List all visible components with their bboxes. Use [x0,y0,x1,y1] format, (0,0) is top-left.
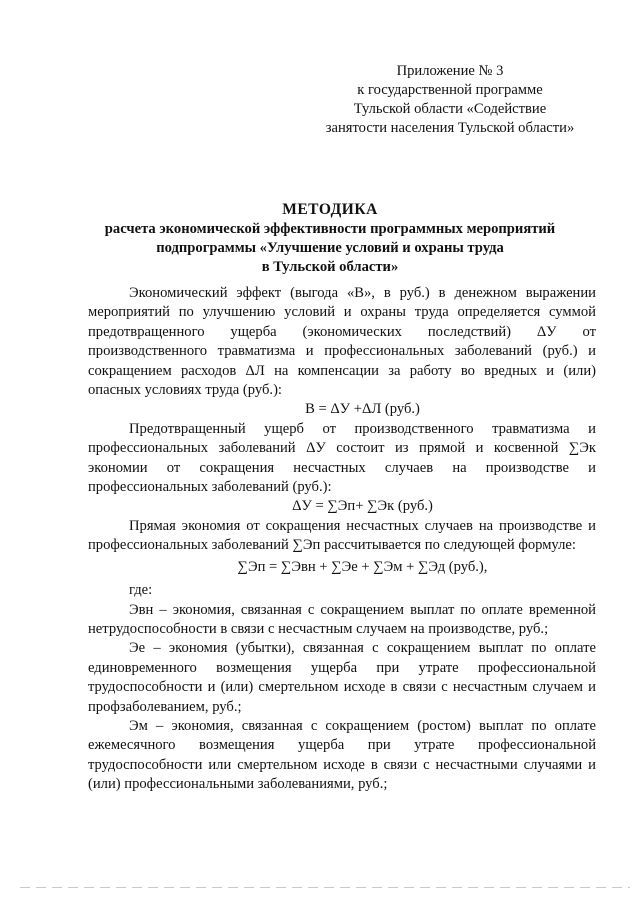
document-body [88,284,596,795]
appendix-line: к государственной программе [357,82,543,98]
title-line: расчета экономической эффективности программных мероприятий [104,221,556,237]
paragraph-direct-savings: Прямая экономия от сокращения несчастных случаев на производстве и профессиональных заболеваний ∑Эп рассчитывается по следующей формуле: [88,517,596,554]
paragraph-prevented-damage: Предотвращенный ущерб от производственного травматизма и профессиональных заболеваний ΔУ состоит из прямой и косвенной ∑Эк экономии от сокращения несчастных случаев на производстве и профессиональных заболеваний (руб.): [88,420,596,496]
definition-item: Эвн – экономия, связанная с сокращением выплат по оплате временной нетрудоспособности в связи с несчастным случаем на производстве, руб.; [88,601,596,637]
title-line: подпрограммы «Улучшение условий и охраны труда [156,240,504,256]
document-title [60,200,600,277]
formula-prevented-damage: ΔУ = ∑Эп+ ∑Эк (руб.) [292,498,433,515]
formula-benefit: В = ΔУ +ΔЛ (руб.) [305,401,420,418]
appendix-header [300,62,600,138]
scan-artifact-line [20,887,630,888]
title-main: МЕТОДИКА [282,201,378,218]
where-label: где: [129,582,153,599]
title-line: в Тульской области» [261,259,399,275]
definition-item: Эм – экономия, связанная с сокращением (ростом) выплат по оплате ежемесячного возмещения ущерба при утрате профессиональной трудоспособности или смертельном исходе в связи с несчастными случаями и (или) профессиональными заболеваниями, руб.; [88,717,596,793]
formula-direct-savings: ∑Эп = ∑Эвн + ∑Эе + ∑Эм + ∑Эд (руб.), [237,558,488,575]
paragraph-economic-effect: Экономический эффект (выгода «В», в руб.) в денежном выражении мероприятий по улучшению условий и охраны труда определяется суммой предотвращенного ущерба (экономических последствий) ΔУ от производственного травматизма и профессиональных заболеваний (руб.) и сокращением расходов ΔЛ на компенсации за работу во вредных и (или) опасных условиях труда (руб.): [88,285,596,399]
appendix-line: Тульской области «Содействие [353,101,547,117]
appendix-number: Приложение № 3 [396,63,504,79]
definition-item: Эе – экономия (убытки), связанная с сокращением выплат по оплате единовременного возмещения ущерба при утрате профессиональной трудоспособности и (или) смертельном исходе в связи с несчастным случаем и профзаболеванием, руб.; [88,640,596,715]
appendix-line: занятости населения Тульской области» [325,120,575,136]
